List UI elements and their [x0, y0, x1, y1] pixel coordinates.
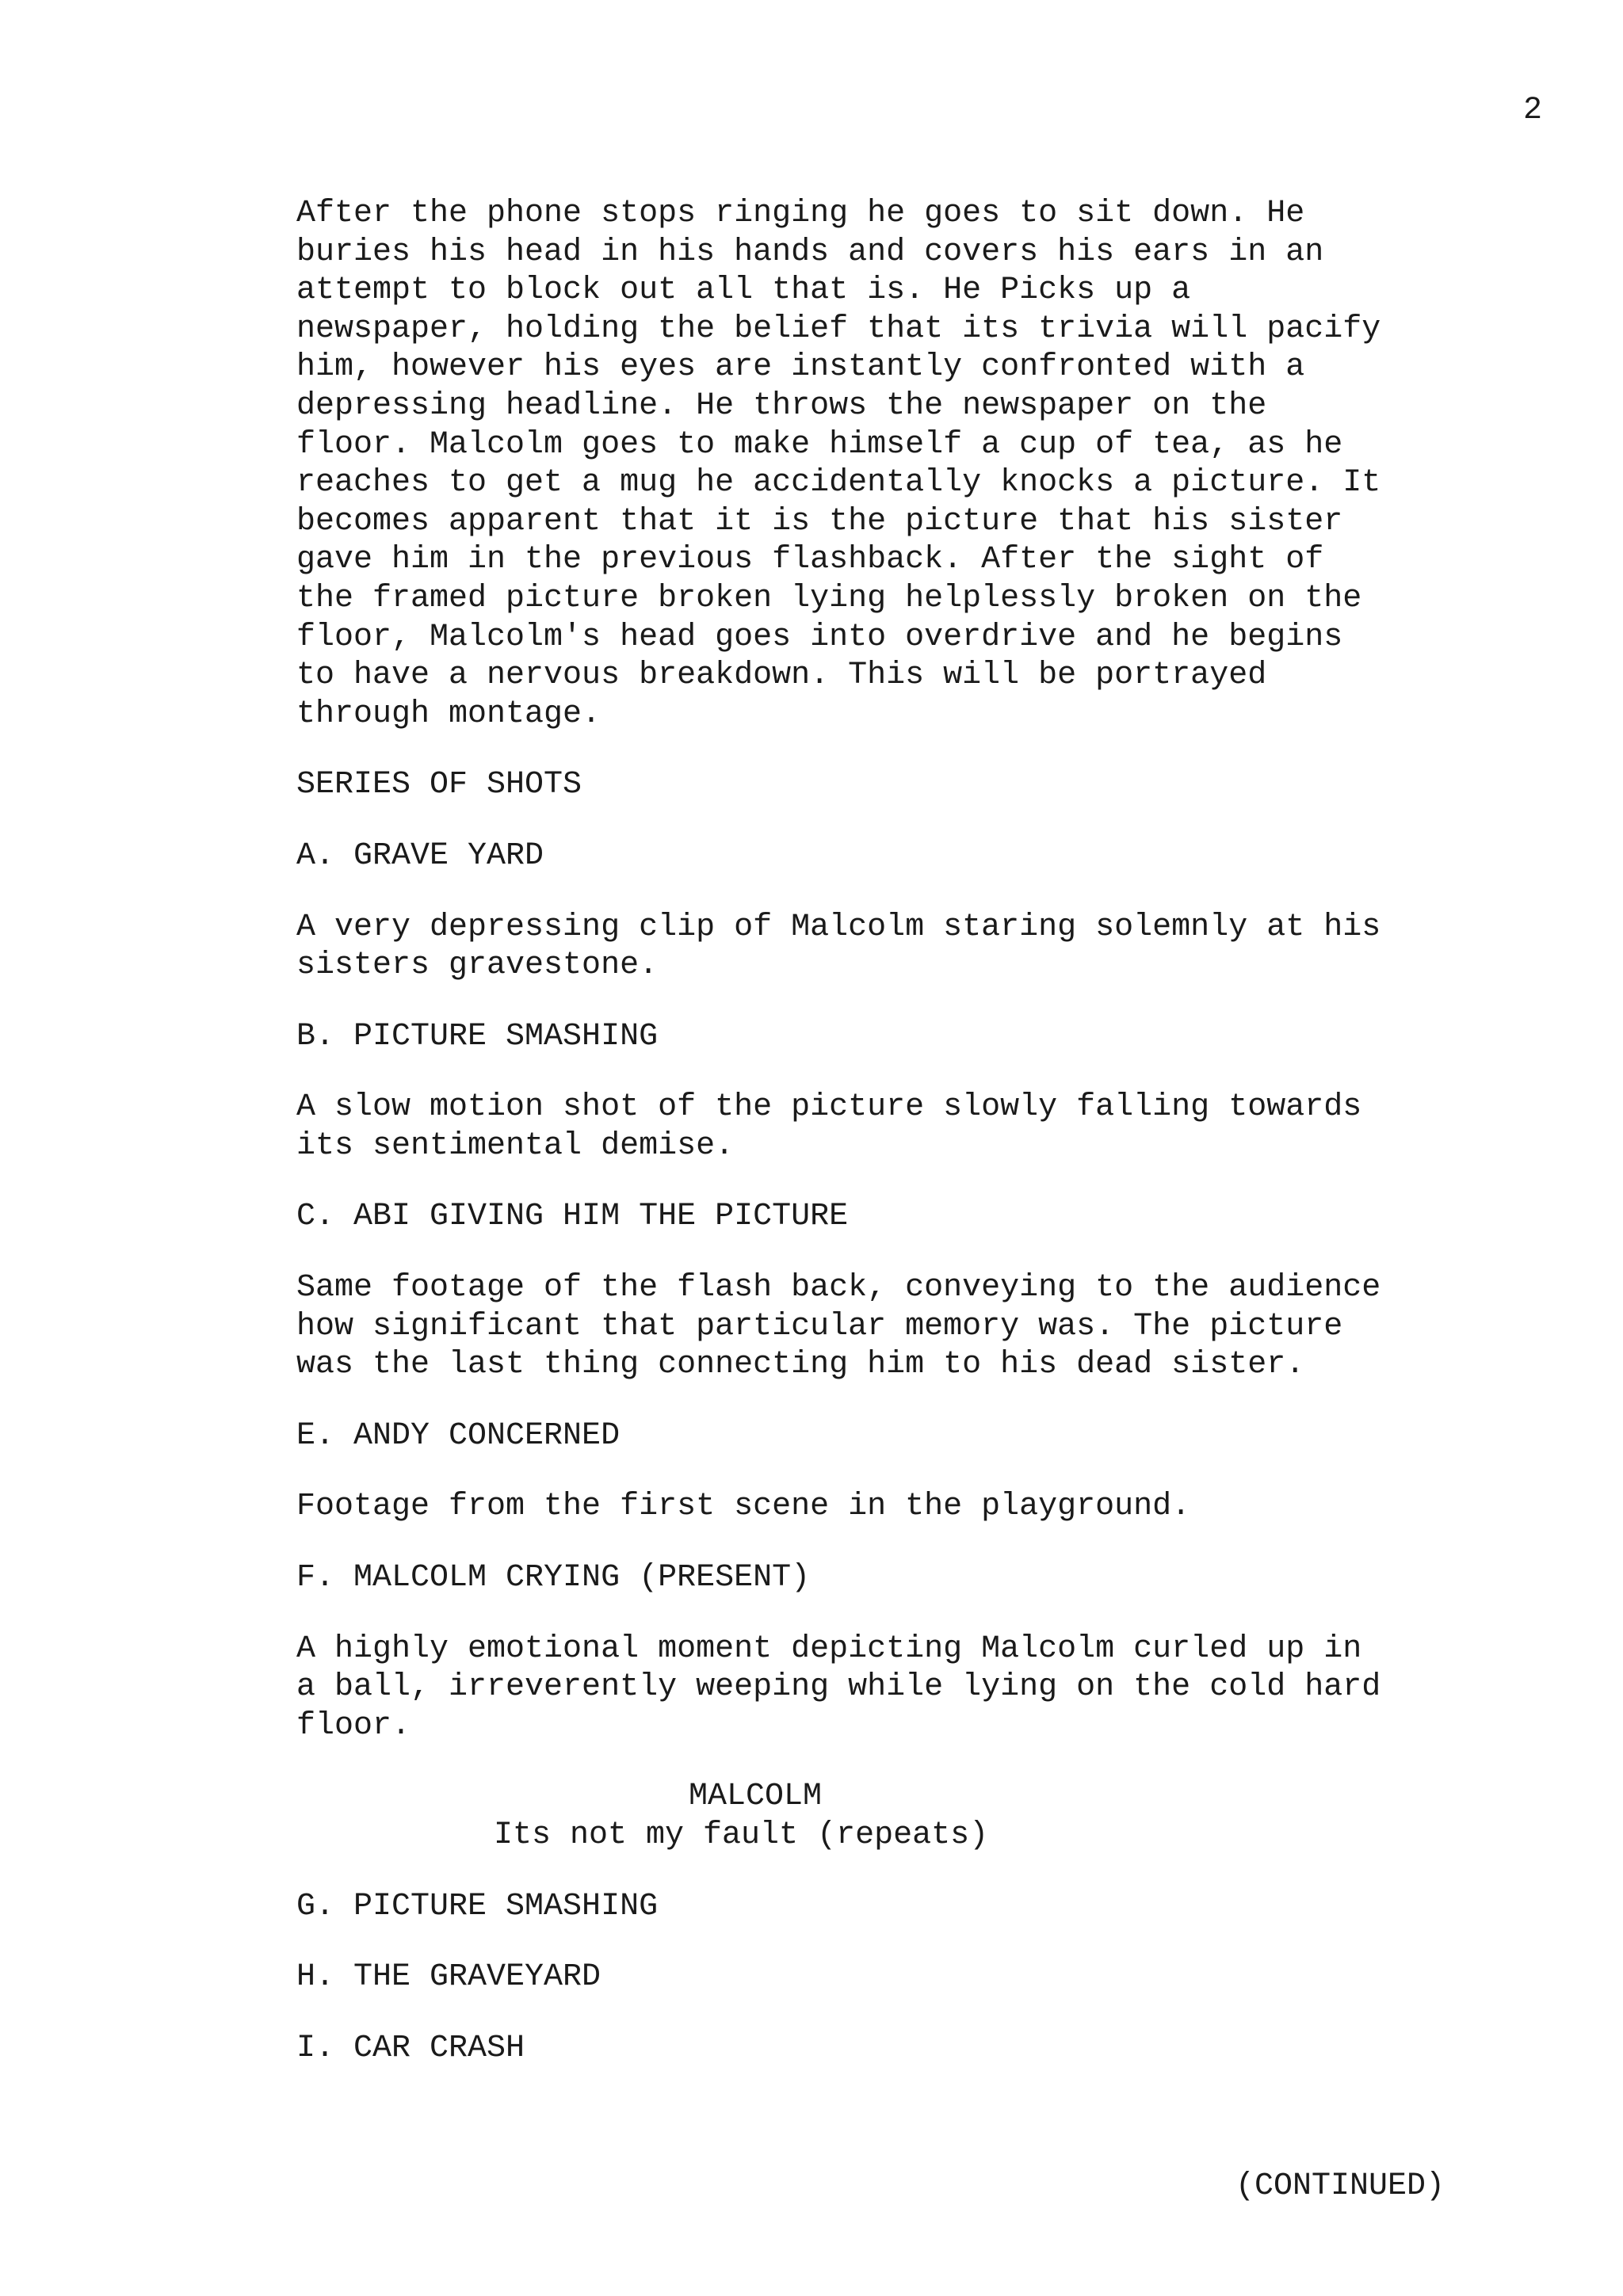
- shot-heading-g: G. PICTURE SMASHING: [296, 1888, 659, 1924]
- character-name: MALCOLM: [689, 1779, 823, 1815]
- shot-description-a: A very depressing clip of Malcolm staring solemnly at his sisters gravestone.: [296, 909, 1381, 984]
- shot-description-f: A highly emotional moment depicting Malcolm curled up in a ball, irreverently weeping while lying on the cold hard floor.: [296, 1630, 1381, 1744]
- action-paragraph: After the phone stops ringing he goes to sit down. He buries his head in his hands and covers his ears in an attempt to block out all that is. He Picks up a newspaper, holding the belief that its trivia will pacify him, however his eyes are instantly confronted with a depressing headline. He throws the newspaper on the floor. Malcolm goes to make himself a cup of tea, as he reaches to get a mug he accidentally knocks a picture. It becomes apparent that it is the picture that his sister gave him in the previous flashback. After the sight of the framed picture broken lying helplessly broken on the floor, Malcolm's head goes into overdrive and he begins to have a nervous breakdown. This will be portrayed through montage.: [296, 196, 1381, 732]
- shot-heading-i: I. CAR CRASH: [296, 2030, 525, 2066]
- continued-marker: (CONTINUED): [1235, 2168, 1445, 2204]
- shot-heading-b: B. PICTURE SMASHING: [296, 1018, 659, 1055]
- page-number: 2: [1522, 93, 1542, 128]
- shot-heading-c: C. ABI GIVING HIM THE PICTURE: [296, 1199, 849, 1235]
- shot-heading-h: H. THE GRAVEYARD: [296, 1959, 601, 1996]
- shot-heading-f: F. MALCOLM CRYING (PRESENT): [296, 1560, 811, 1596]
- shot-heading-e: E. ANDY CONCERNED: [296, 1417, 621, 1454]
- series-of-shots-heading: SERIES OF SHOTS: [296, 767, 582, 803]
- shot-description-b: A slow motion shot of the picture slowly falling towards its sentimental demise.: [296, 1089, 1362, 1164]
- dialogue-line: Its not my fault (repeats): [494, 1817, 989, 1853]
- shot-description-e: Footage from the first scene in the playground.: [296, 1489, 1191, 1525]
- script-body: [296, 195, 1469, 2100]
- shot-heading-a: A. GRAVE YARD: [296, 837, 544, 874]
- shot-description-c: Same footage of the flash back, conveying to the audience how significant that particular memory was. The picture was the last thing connecting him to his dead sister.: [296, 1270, 1381, 1383]
